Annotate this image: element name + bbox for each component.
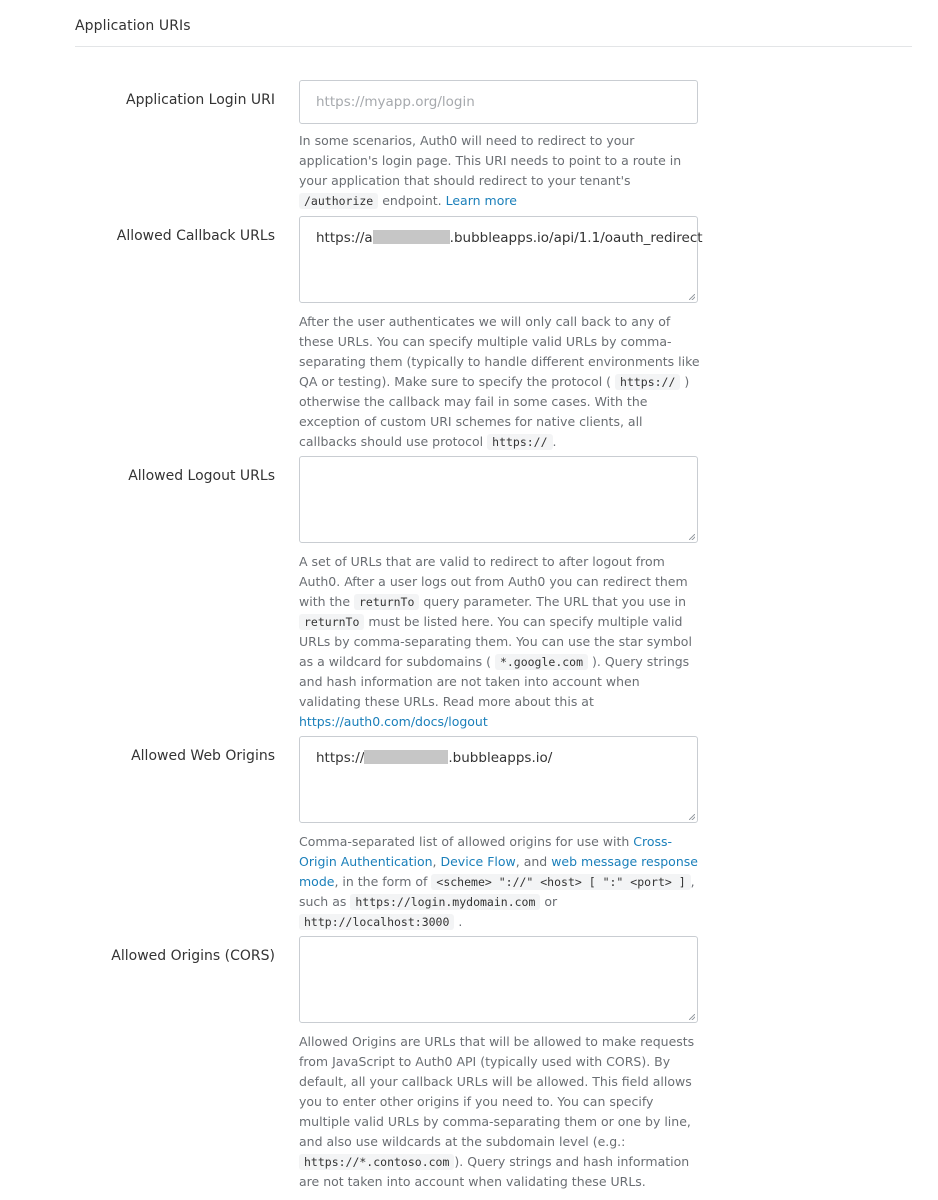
redacted-subdomain — [364, 750, 448, 764]
callback-urls-value: https://a .bubbleapps.io/api/1.1/oauth_redirect — [316, 230, 703, 246]
web-origins-value: https:// .bubbleapps.io/ — [316, 750, 553, 766]
logout-urls-label: Allowed Logout URLs — [128, 468, 275, 484]
web-origins-help: Comma-separated list of allowed origins for use with Cross-Origin Authentication, Device Flow, and web message response mode, in the form of <scheme> "://" <host> [ ":" <port> ] , such as https://login.mydomain.com or http://localhost:3000 . — [299, 834, 698, 929]
resize-handle[interactable] — [689, 1014, 695, 1020]
section-divider — [75, 46, 912, 47]
login-uri-label: Application Login URI — [126, 92, 275, 108]
redacted-subdomain — [373, 230, 450, 244]
cors-textarea[interactable] — [299, 936, 698, 1023]
web-origins-textarea[interactable] — [299, 736, 698, 823]
section-title: Application URIs — [75, 18, 191, 34]
resize-handle[interactable] — [689, 814, 695, 820]
cors-help: Allowed Origins are URLs that will be allowed to make requests from JavaScript to Auth0 API (typically used with CORS). By default, all your callback URLs will be allowed. This field allows you to enter other origins if you need to. You can specify multiple valid URLs by comma-separating them or one by line, and also use wildcards at the subdomain level (e.g.: https://*.contoso.com ). Query strings and hash information are not taken into account when validating these URLs. — [299, 1034, 695, 1189]
device-flow-link[interactable]: Device Flow — [440, 854, 516, 869]
login-uri-placeholder: https://myapp.org/login — [316, 94, 475, 110]
web-origins-label: Allowed Web Origins — [131, 748, 275, 764]
cross-origin-auth-link[interactable]: Cross-Origin Authentication — [299, 834, 673, 869]
web-message-mode-link[interactable]: web message response mode — [299, 854, 698, 889]
authorize-code: /authorize — [299, 193, 378, 209]
login-uri-help: In some scenarios, Auth0 will need to redirect to your application's login page. This URI needs to point to a route in your application that should redirect to your tenant's /authorize endpoint. Learn more — [299, 133, 682, 208]
callback-urls-textarea[interactable] — [299, 216, 703, 303]
resize-handle[interactable] — [689, 534, 695, 540]
login-uri-input[interactable] — [299, 80, 698, 124]
logout-docs-link[interactable]: https://auth0.com/docs/logout — [299, 714, 488, 729]
logout-urls-help: A set of URLs that are valid to redirect to after logout from Auth0. After a user logs out from Auth0 you can redirect them with the returnTo query parameter. The URL that you use in returnTo must be listed here. You can specify multiple valid URLs by comma-separating them. You can use the star symbol as a wildcard for subdomains ( *.google.com ). Query strings and hash information are not taken into account when validating these URLs. Read more about this at https://auth0.com/docs/logout — [299, 554, 692, 729]
learn-more-link[interactable]: Learn more — [445, 193, 517, 208]
callback-urls-label: Allowed Callback URLs — [116, 228, 275, 244]
resize-handle[interactable] — [689, 294, 695, 300]
callback-urls-help: After the user authenticates we will only call back to any of these URLs. You can specify multiple valid URLs by comma-separating them (typically to handle different environments like QA or testing). Make sure to specify the protocol ( https:// ) otherwise the callback may fail in some cases. With the exception of custom URI schemes for native clients, all callbacks should use protocol https:// . — [299, 314, 700, 449]
logout-urls-textarea[interactable] — [299, 456, 698, 543]
cors-label: Allowed Origins (CORS) — [111, 948, 275, 964]
